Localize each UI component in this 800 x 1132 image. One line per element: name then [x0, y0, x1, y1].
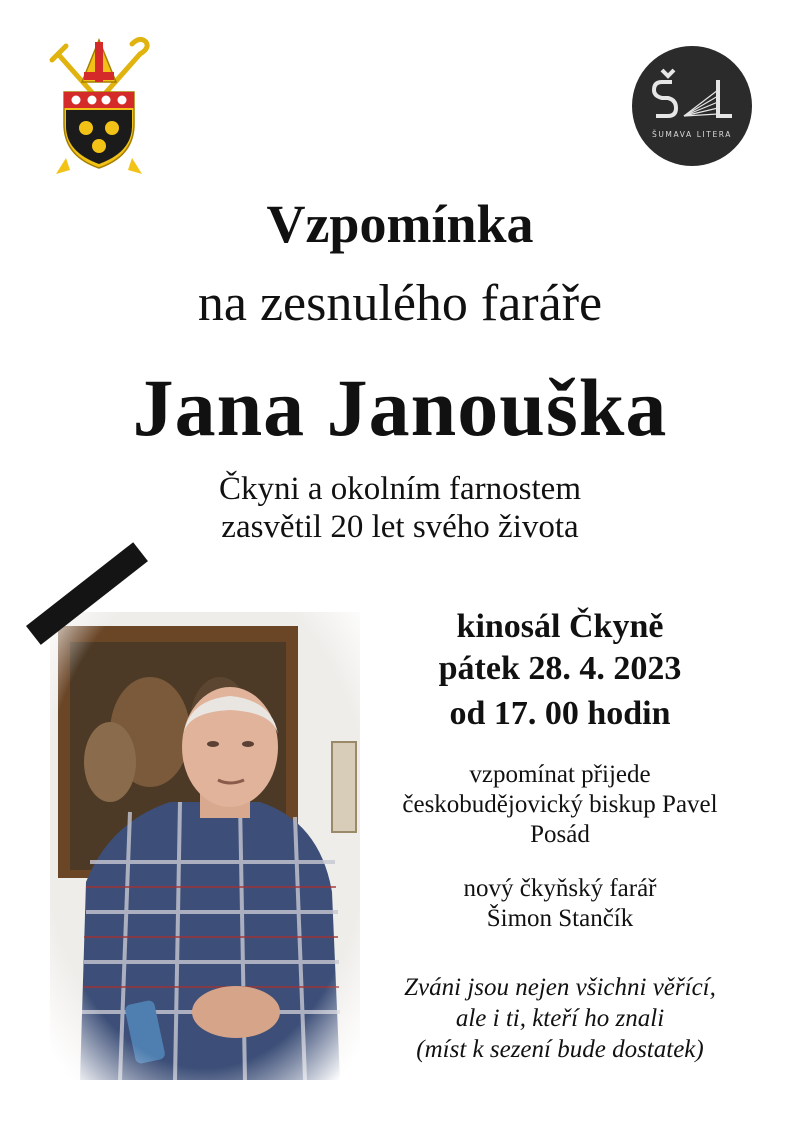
portrait-photo	[50, 612, 360, 1080]
title-name: Jana Janouška	[132, 362, 668, 453]
invitation-line-2: ale i ti, kteří ho znali	[455, 1005, 665, 1032]
bishop-line-1: vzpomínat přijede	[469, 761, 651, 788]
subtitle-line-2: zasvětil 20 let svého života	[221, 509, 579, 545]
priest-line-1: nový čkyňský farář	[463, 875, 657, 902]
diocese-coat-of-arms-icon	[44, 36, 154, 176]
bishop-line-3: Posád	[530, 821, 590, 848]
title-line-1: Vzpomínka	[266, 194, 534, 254]
subtitle-line-1: Čkyni a okolním farnostem	[218, 471, 582, 507]
event-date: pátek 28. 4. 2023	[438, 650, 682, 687]
sumava-litera-logo	[632, 46, 752, 166]
event-time: od 17. 00 hodin	[449, 695, 671, 732]
logo-text: ŠUMAVA LITERA	[651, 130, 733, 139]
event-place: kinosál Čkyně	[456, 608, 664, 645]
invitation-line-3: (míst k sezení bude dostatek)	[416, 1036, 704, 1063]
title-line-2: na zesnulého faráře	[197, 275, 603, 332]
invitation-line-1: Zváni jsou nejen všichni věřící,	[404, 974, 716, 1001]
priest-line-2: Šimon Stančík	[486, 905, 634, 932]
bishop-line-2: českobudějovický biskup Pavel	[402, 791, 718, 818]
